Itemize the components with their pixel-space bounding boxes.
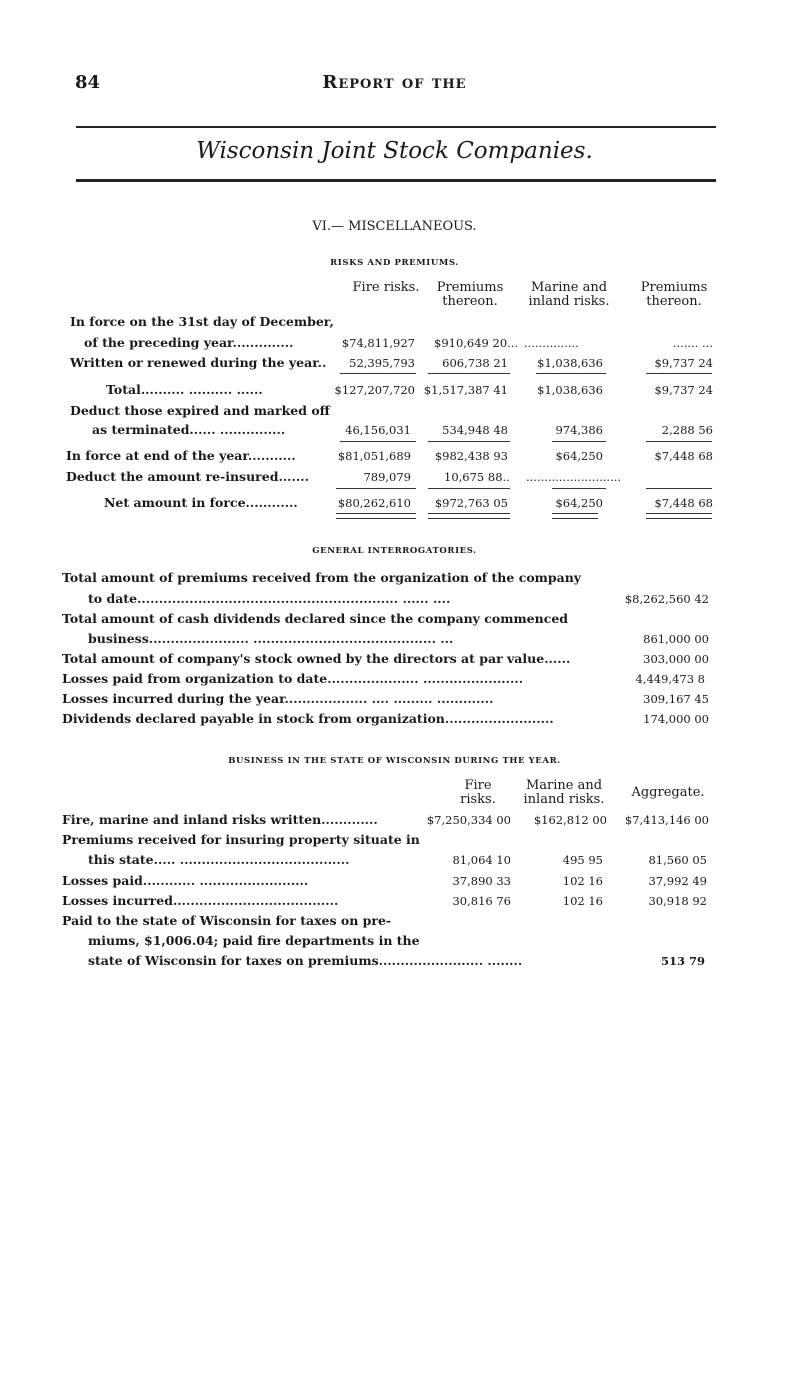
business-cell: 81,560 05 <box>648 853 707 867</box>
general-item-value: 303,000 00 <box>643 652 709 666</box>
general-item-line: Total amount of premiums received from the organization of the company <box>62 570 582 585</box>
business-cell: 37,992 49 <box>648 874 707 888</box>
risks-row-label: Total.......... .......... ...... <box>106 382 263 397</box>
general-item-value: 4,449,473 8 <box>635 672 705 686</box>
header-rule-bottom <box>76 179 716 182</box>
risks-cell: 534,948 48 <box>442 423 508 437</box>
general-item-value: 174,000 00 <box>643 712 709 726</box>
business-row-label: Losses paid............ ......................... <box>62 873 309 888</box>
risks-cell: ....... ... <box>672 336 713 350</box>
page-number: 84 <box>75 72 101 93</box>
risks-subhead: RISKS AND PREMIUMS. <box>330 258 459 268</box>
general-item-value: $8,262,560 42 <box>624 592 709 606</box>
risks-subtotal-rule <box>646 488 712 489</box>
risks-cell: $81,051,689 <box>337 449 411 463</box>
risks-subtotal-rule <box>646 373 712 374</box>
risks-cell: $910,649 20... <box>434 336 519 350</box>
risks-total-rule <box>336 513 416 519</box>
business-row-label: Paid to the state of Wisconsin for taxes on pre- <box>62 913 392 928</box>
risks-subtotal-rule <box>340 441 416 442</box>
risks-total-rule <box>646 513 712 519</box>
risks-cell: $80,262,610 <box>337 496 411 510</box>
general-subhead: GENERAL INTERROGATORIES. <box>312 546 477 556</box>
risks-subtotal-rule <box>428 441 510 442</box>
risks-cell: $64,250 <box>555 496 603 510</box>
risks-subtotal-rule <box>536 373 606 374</box>
risks-col-fire: Fire risks. <box>352 280 420 295</box>
business-row-label: Losses incurred...................................... <box>62 893 339 908</box>
risks-cell: 606,738 21 <box>442 356 508 370</box>
risks-row-label: Deduct those expired and marked off <box>70 403 330 418</box>
risks-cell: $9,737 24 <box>654 383 713 397</box>
risks-row-label: In force at end of the year........... <box>66 448 296 463</box>
risks-cell: $7,448 68 <box>654 496 713 510</box>
general-item-value: 861,000 00 <box>643 632 709 646</box>
business-cell: $162,812 00 <box>533 813 607 827</box>
risks-row-label: Deduct the amount re-insured....... <box>66 469 309 484</box>
business-cell: 30,918 92 <box>648 894 707 908</box>
risks-col-marine: Marine and inland risks. <box>528 280 610 309</box>
general-item-line: Total amount of company's stock owned by the directors at par value...... <box>62 651 571 666</box>
risks-cell: $9,737 24 <box>654 356 713 370</box>
general-item-value: 309,167 45 <box>643 692 709 706</box>
risks-row-label: of the preceding year.............. <box>84 335 294 350</box>
business-cell: 102 16 <box>562 894 603 908</box>
risks-cell: $972,763 05 <box>434 496 508 510</box>
risks-cell: 2,288 56 <box>661 423 713 437</box>
risks-subtotal-rule <box>552 488 606 489</box>
business-row-label: state of Wisconsin for taxes on premiums........................ ........ <box>88 953 523 968</box>
general-item-line: to date............................................................ ...... .... <box>88 591 451 606</box>
business-cell: 37,890 33 <box>452 874 511 888</box>
risks-subtotal-rule <box>552 441 606 442</box>
risks-cell: 974,386 <box>555 423 603 437</box>
general-item-line: Total amount of cash dividends declared since the company commenced <box>62 611 569 626</box>
business-row-label: Premiums received for insuring property situate in <box>62 832 420 847</box>
general-item-line: Dividends declared payable in stock from organization......................... <box>62 711 554 726</box>
business-row-label: this state..... ....................................... <box>88 852 350 867</box>
risks-cell: $1,038,636 <box>537 356 603 370</box>
risks-cell: $982,438 93 <box>434 449 508 463</box>
risks-cell: 46,156,031 <box>345 423 411 437</box>
risks-row-label: Net amount in force............ <box>104 495 298 510</box>
risks-col-premiums: Premiums thereon. <box>436 280 504 309</box>
business-col-fire: Fire risks. <box>460 778 496 807</box>
risks-cell: $74,811,927 <box>341 336 415 350</box>
risks-row-label: Written or renewed during the year.. <box>70 355 327 370</box>
risks-cell: 10,675 88.. <box>444 470 510 484</box>
risks-subtotal-rule <box>646 441 712 442</box>
business-cell: $7,250,334 00 <box>426 813 511 827</box>
business-cell: 30,816 76 <box>452 894 511 908</box>
company-title: Wisconsin Joint Stock Companies. <box>196 138 593 164</box>
risks-subtotal-rule <box>336 488 416 489</box>
general-item-line: Losses incurred during the year................... .... ......... ............. <box>62 691 494 706</box>
risks-subtotal-rule <box>428 373 510 374</box>
risks-total-rule <box>552 513 598 519</box>
risks-row-label: In force on the 31st day of December, <box>70 314 334 329</box>
risks-row-label: as terminated...... ............... <box>92 422 286 437</box>
general-item-line: business....................... .......................................... ... <box>88 631 454 646</box>
risks-cell: $1,517,387 41 <box>423 383 508 397</box>
general-item-line: Losses paid from organization to date..................... ....................... <box>62 671 524 686</box>
business-row-label: Fire, marine and inland risks written............. <box>62 812 378 827</box>
risks-subtotal-rule <box>428 488 510 489</box>
risks-cell: .......................... <box>526 470 622 484</box>
business-cell: 513 79 <box>660 954 705 968</box>
header-rule-top <box>76 126 716 128</box>
running-head: Report of the <box>322 72 467 93</box>
risks-col-marine-premiums: Premiums thereon. <box>640 280 708 309</box>
risks-cell: $127,207,720 <box>334 383 415 397</box>
risks-cell: 789,079 <box>363 470 411 484</box>
business-cell: 81,064 10 <box>452 853 511 867</box>
risks-cell: $7,448 68 <box>654 449 713 463</box>
risks-cell: ............... <box>524 336 579 350</box>
risks-cell: 52,395,793 <box>349 356 415 370</box>
business-cell: 102 16 <box>562 874 603 888</box>
business-subhead: BUSINESS IN THE STATE OF WISCONSIN DURING THE YEAR. <box>228 756 561 766</box>
business-col-aggregate: Aggregate. <box>631 785 705 800</box>
risks-cell: $1,038,636 <box>537 383 603 397</box>
business-row-label: miums, $1,006.04; paid fire departments in the <box>88 933 420 948</box>
risks-total-rule <box>428 513 510 519</box>
risks-subtotal-rule <box>340 373 416 374</box>
business-cell: 495 95 <box>562 853 603 867</box>
risks-cell: $64,250 <box>555 449 603 463</box>
section-title: VI.— MISCELLANEOUS. <box>312 219 477 234</box>
business-col-marine: Marine and inland risks. <box>523 778 605 807</box>
business-cell: $7,413,146 00 <box>624 813 709 827</box>
